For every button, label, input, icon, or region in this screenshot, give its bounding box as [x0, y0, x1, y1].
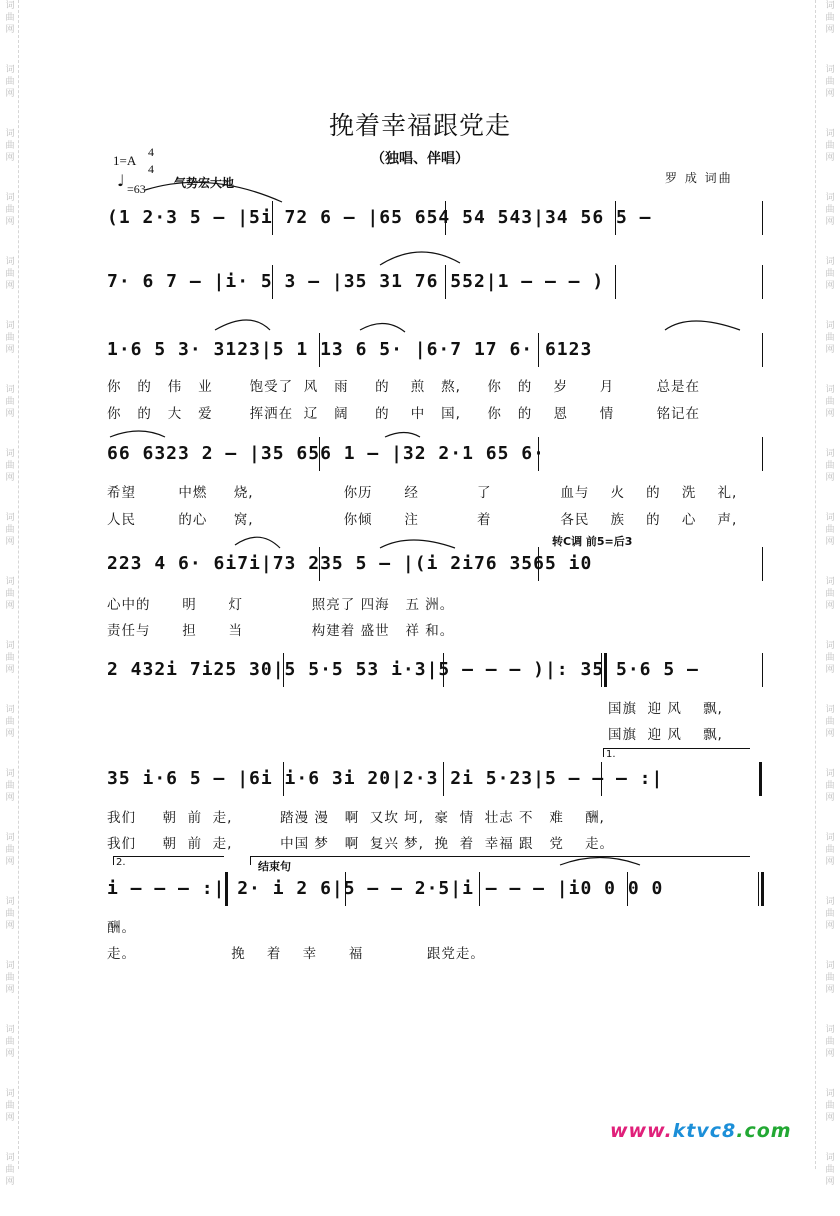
- expression-mark: 气势宏大地: [174, 176, 235, 190]
- key-signature: 1=A: [113, 153, 137, 168]
- volta-1-label: 1.: [606, 749, 616, 760]
- lyrics-row-5-verse-1: 心中的 明 灯 照亮了 四海 五 洲。: [107, 597, 455, 613]
- tempo-mark: =63: [127, 182, 146, 196]
- credit: 罗 成 词曲: [665, 171, 733, 185]
- lyrics-row-3-verse-1: 你 的 伟 业 饱受了 风 雨 的 煎 熬, 你 的 岁 月 总是在: [107, 379, 701, 395]
- time-signature-top: 4: [148, 145, 154, 159]
- lyrics-row-7-verse-1: 我们 朝 前 走, 踏漫 漫 啊 又坎 坷, 豪 情 壮志 不 难 酬,: [107, 810, 605, 826]
- lyrics-row-7-verse-2: 我们 朝 前 走, 中国 梦 啊 复兴 梦, 挽 着 幸福 跟 党 走。: [107, 836, 615, 852]
- watermark-right: 词 曲 网 词 曲 网 词 曲 网 词 曲 网 词 曲 网 词 曲 网 词 曲 网 词 曲 网 词 曲 网 词 曲 网 词 曲 网 词 曲 网 词 曲 网 词 曲 网 词 曲 网 词 曲 网 词 曲 网 词 曲 网 词 曲 网: [825, 1, 835, 1187]
- watermark-left: 词 曲 网 词 曲 网 词 曲 网 词 曲 网 词 曲 网 词 曲 网 词 曲 网 词 曲 网 词 曲 网 词 曲 网 词 曲 网 词 曲 网 词 曲 网 词 曲 网 词 曲 网 词 曲 网 词 曲 网 词 曲 网 词 曲 网: [5, 1, 15, 1187]
- volta-2-label: 2.: [116, 857, 126, 868]
- song-subtitle: （独唱、伴唱）: [371, 151, 469, 167]
- volta-1-bracket: [603, 748, 750, 757]
- ending-label: 结束句: [258, 860, 291, 873]
- quarter-note-icon: ♩: [117, 171, 125, 190]
- lyrics-row-3-verse-2: 你 的 大 爱 挥洒在 辽 阔 的 中 国, 你 的 恩 情 铭记在: [107, 406, 701, 422]
- ending-bracket: [250, 856, 750, 865]
- site-url[interactable]: www.ktvc8.com: [610, 1120, 792, 1142]
- song-title: 挽着幸福跟党走: [328, 111, 511, 140]
- lyrics-row-4-verse-1: 希望 中燃 烧, 你历 经 了 血与 火 的 洗 礼,: [107, 485, 738, 501]
- volta-2-bracket: [113, 856, 224, 865]
- modulation-mark: 转C调 前5=后3: [552, 535, 633, 548]
- lyrics-row-5-verse-2: 责任与 担 当 构建着 盛世 祥 和。: [107, 623, 455, 639]
- lyrics-row-8-verse-2: 走。 挽 着 幸 福 跟党走。: [107, 946, 485, 962]
- lyrics-row-4-verse-2: 人民 的心 窝, 你倾 注 着 各民 族 的 心 声,: [107, 512, 738, 528]
- lyrics-row-8-verse-1: 酬。: [107, 920, 136, 936]
- lyrics-row-6-verse-1: 国旗 迎 风 飘,: [608, 701, 723, 717]
- time-signature-bottom: 4: [148, 162, 154, 176]
- lyrics-row-6-verse-2: 国旗 迎 风 飘,: [608, 727, 723, 743]
